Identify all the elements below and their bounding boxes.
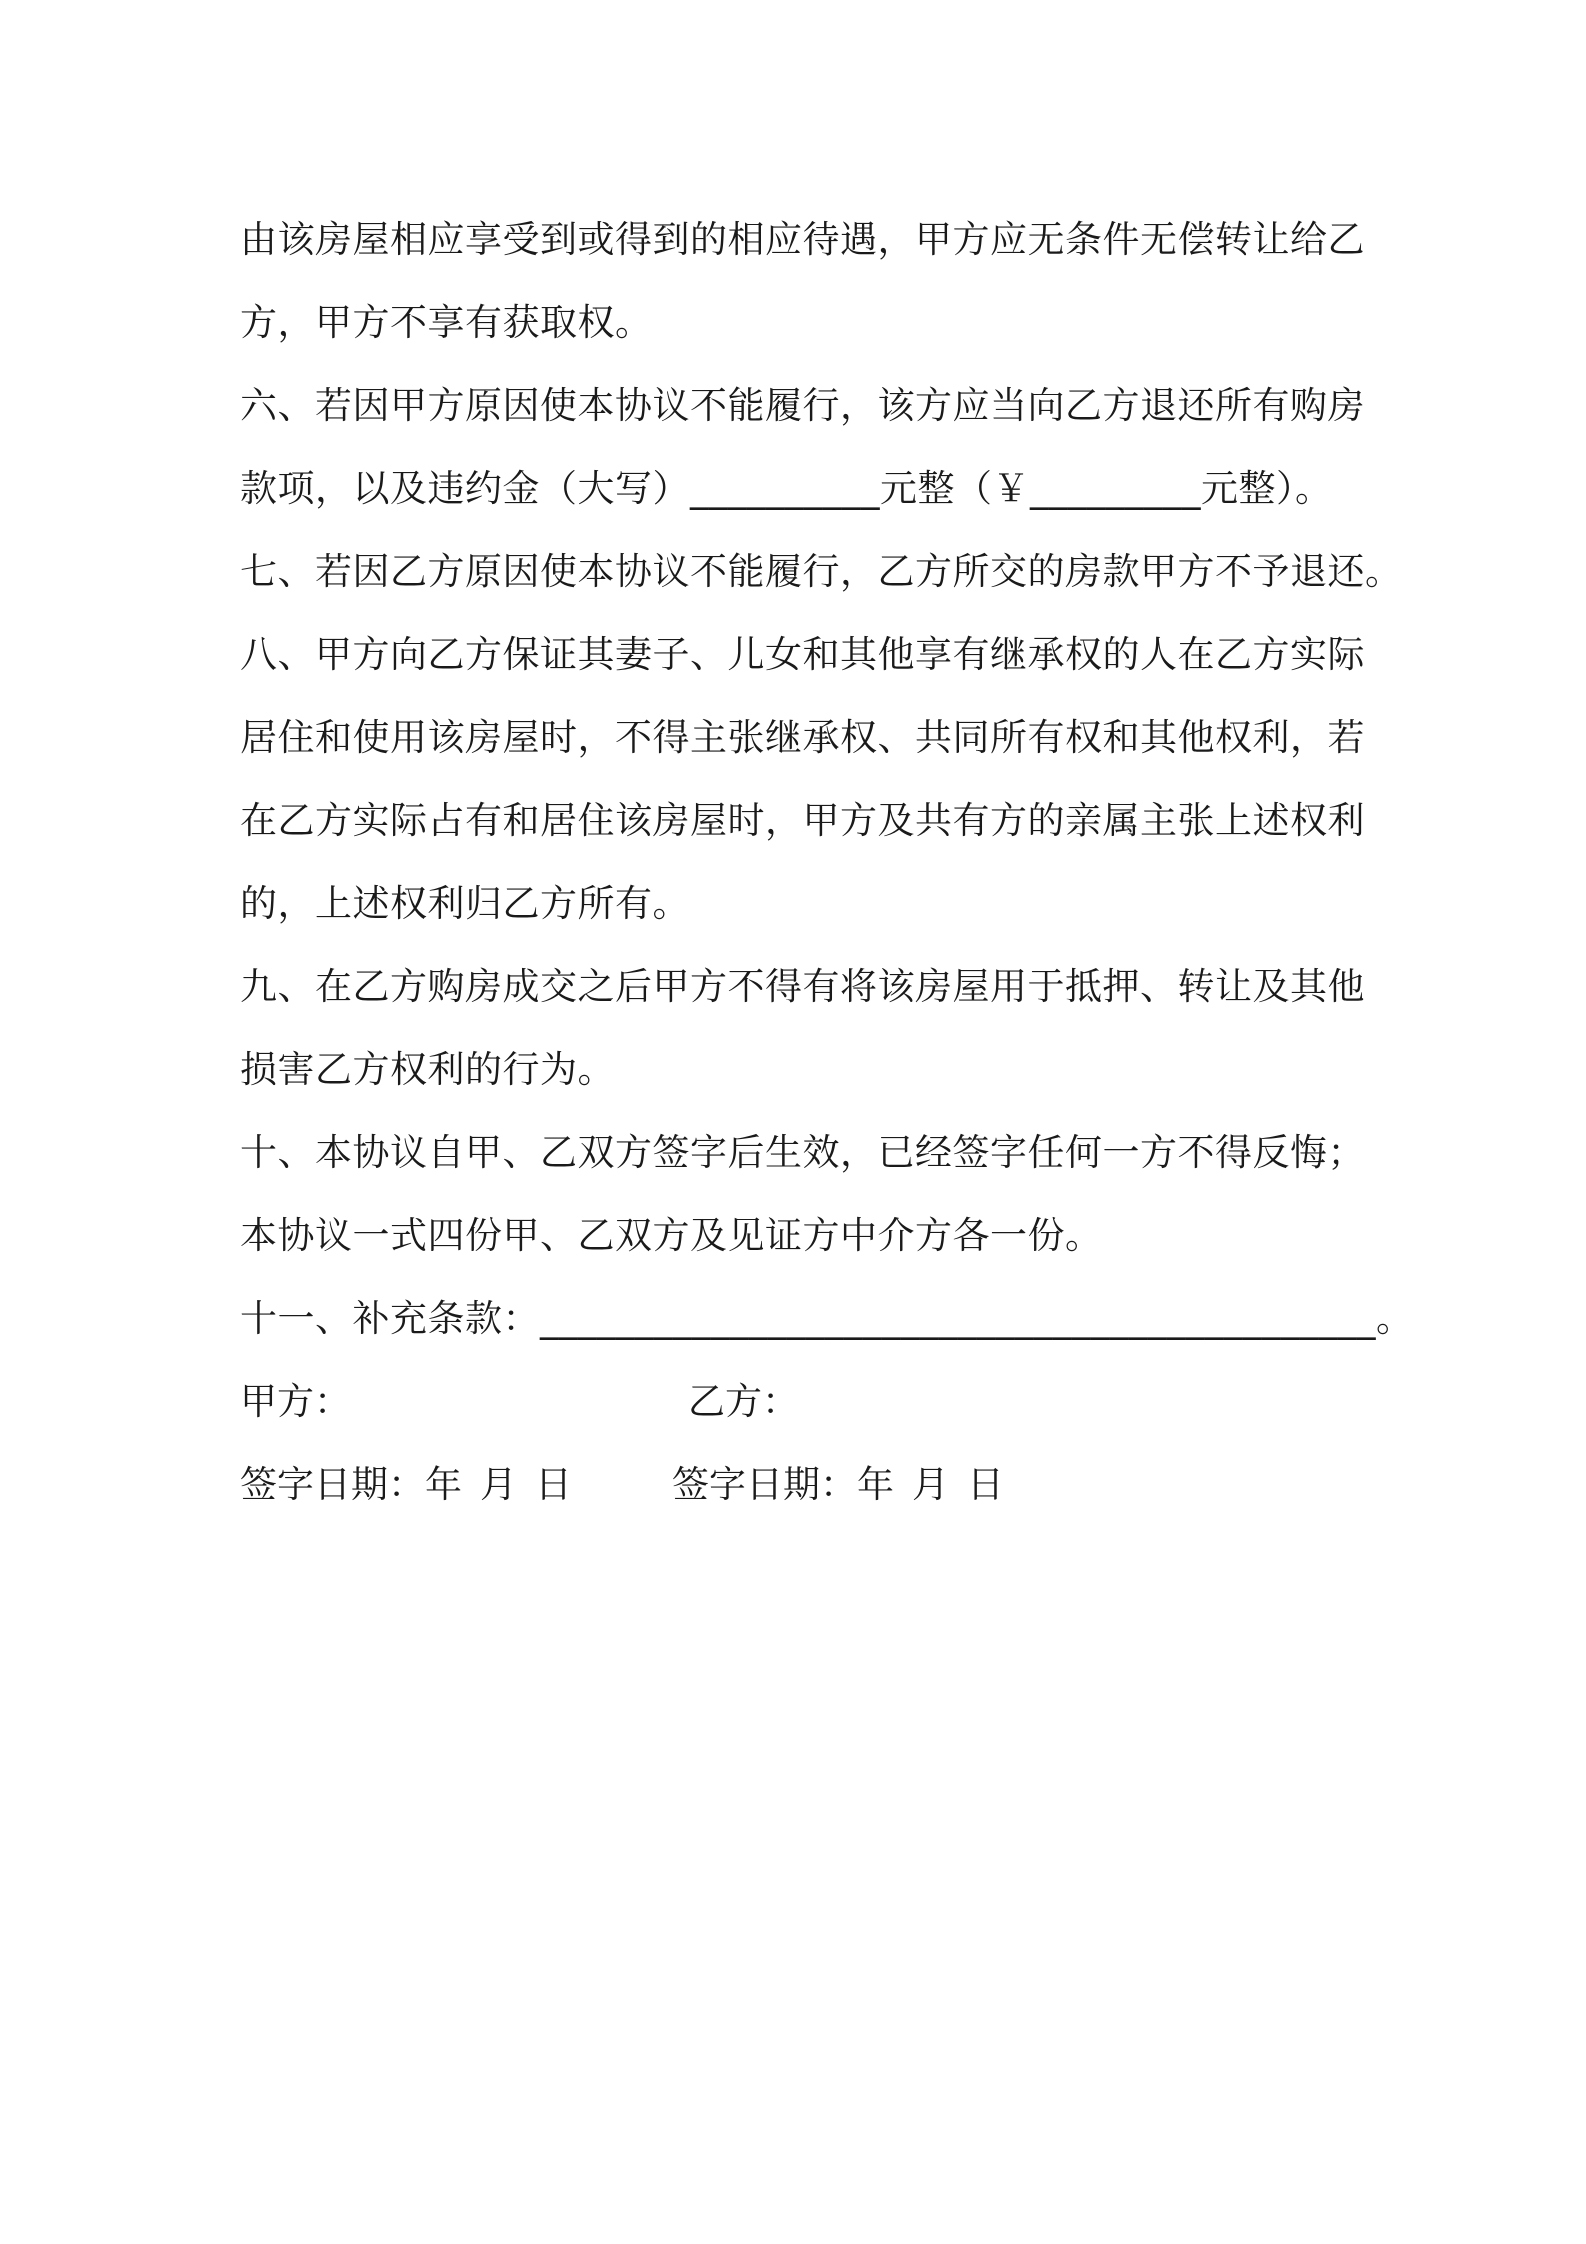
month-label: 月 <box>480 1463 517 1506</box>
clause-7-line: 七、若因乙方原因使本协议不能履行，乙方所交的房款甲方不予退还。 <box>240 550 1403 593</box>
clause-6-line: 六、若因甲方原因使本协议不能履行，该方应当向乙方退还所有购房 <box>240 384 1365 427</box>
party-b-label: 乙方： <box>688 1380 799 1423</box>
party-b-sign-date <box>672 1443 1004 1526</box>
clause-8-line: 八、甲方向乙方保证其妻子、儿女和其他享有继承权的人在乙方实际 <box>240 633 1365 676</box>
party-a-sign-date <box>240 1443 572 1526</box>
document-page <box>240 198 1414 1526</box>
text-line: 由该房屋相应享受到或得到的相应待遇，甲方应无条件无偿转让给乙 <box>240 218 1365 261</box>
clause-10-line: 十、本协议自甲、乙双方签字后生效，已经签字任何一方不得反悔； <box>240 1131 1365 1174</box>
text-line: 在乙方实际占有和居住该房屋时，甲方及共有方的亲属主张上述权利 <box>240 799 1365 842</box>
day-label: 日 <box>967 1463 1004 1506</box>
clause-6-penalty-line: 款项，以及违约金（大写）__________元整（￥_________元整）。 <box>240 467 1333 510</box>
text-line: 损害乙方权利的行为。 <box>240 1048 615 1091</box>
clause-9-line: 九、在乙方购房成交之后甲方不得有将该房屋用于抵押、转让及其他 <box>240 965 1365 1008</box>
sign-date-label: 签字日期： <box>672 1463 857 1506</box>
signature-parties-row <box>240 1360 1360 1443</box>
text-line: 本协议一式四份甲、乙双方及见证方中介方各一份。 <box>240 1214 1103 1257</box>
text-line: 的，上述权利归乙方所有。 <box>240 882 690 925</box>
text-line: 方，甲方不享有获取权。 <box>240 301 653 344</box>
month-label: 月 <box>912 1463 949 1506</box>
sign-date-label: 签字日期： <box>240 1463 425 1506</box>
party-a-label: 甲方： <box>240 1380 351 1423</box>
text-line: 居住和使用该房屋时，不得主张继承权、共同所有权和其他权利，若 <box>240 716 1365 759</box>
year-label: 年 <box>425 1463 462 1506</box>
signature-dates-row <box>240 1443 1360 1526</box>
day-label: 日 <box>535 1463 572 1506</box>
year-label: 年 <box>857 1463 894 1506</box>
clause-11-supplementary-line: 十一、补充条款：____________________________________________。 <box>240 1297 1414 1340</box>
